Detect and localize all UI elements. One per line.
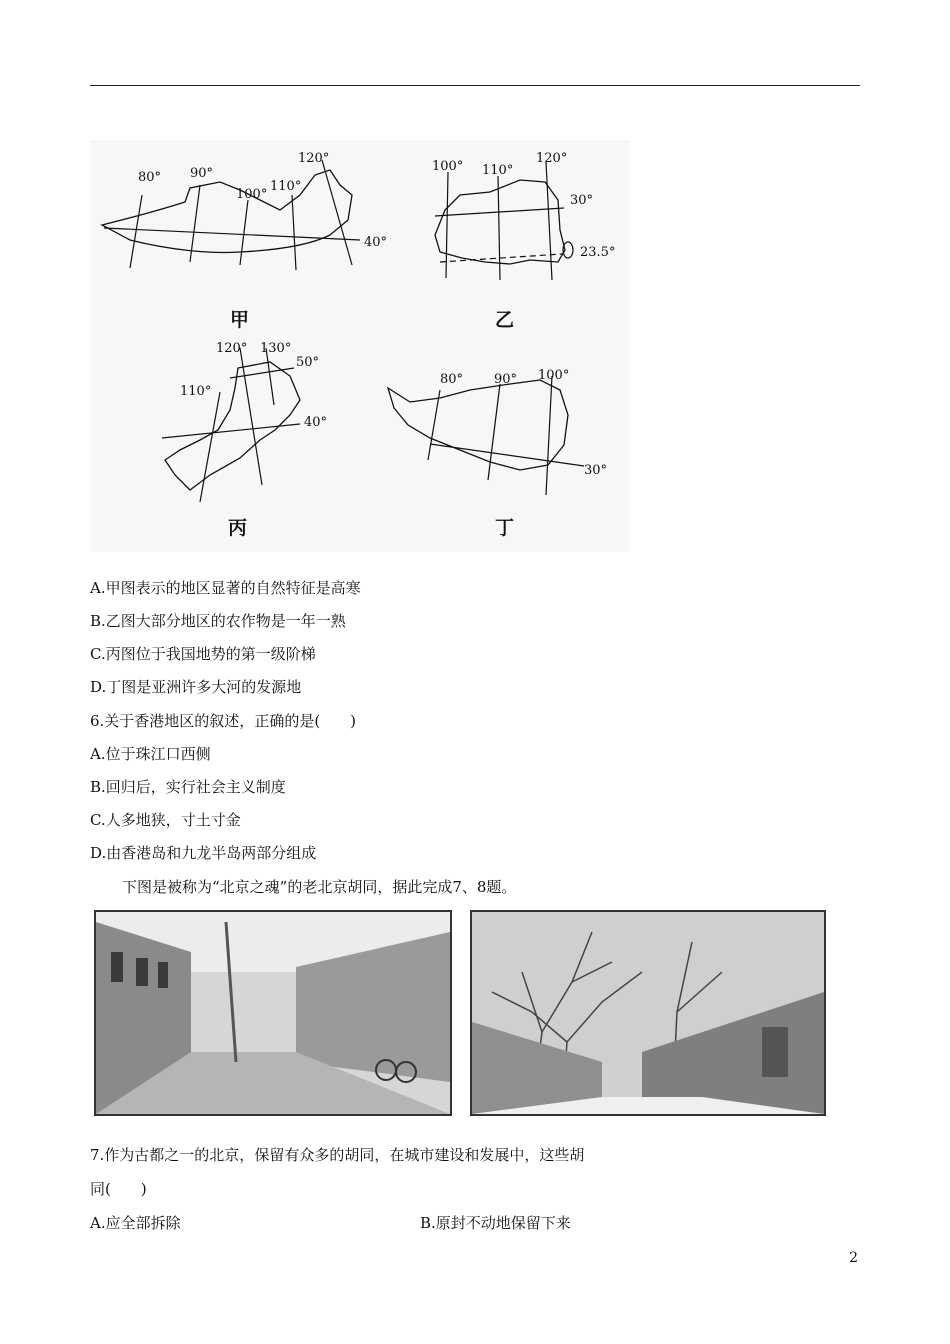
yi-lon-120: 120° — [536, 151, 568, 166]
yi-lon-110: 110° — [482, 163, 514, 178]
jia-lon-100: 100° — [236, 187, 268, 202]
q6-option-b: B.回归后，实行社会主义制度 — [90, 778, 286, 796]
q5-option-b: B.乙图大部分地区的农作物是一年一熟 — [90, 612, 346, 630]
hutong-photo-left — [94, 910, 452, 1116]
map-yi — [432, 151, 615, 331]
q7-options-row — [90, 1213, 690, 1233]
q6-option-d: D.由香港岛和九龙半岛两部分组成 — [90, 844, 317, 862]
bing-label: 丙 — [228, 517, 248, 539]
intro-text: 下图是被称为“北京之魂”的老北京胡同，据此完成7、8题。 — [122, 878, 517, 896]
q7-stem-line2: 同( ) — [90, 1180, 147, 1198]
hutong-photo-right — [470, 910, 826, 1116]
page-number: 2 — [849, 1250, 858, 1266]
q7-option-a: A.应全部拆除 — [90, 1214, 181, 1232]
bing-lat-50: 50° — [296, 355, 320, 370]
map-ding — [388, 368, 607, 539]
header-rule — [90, 85, 860, 86]
jia-lon-80: 80° — [138, 170, 162, 185]
hutong-photos — [92, 910, 832, 1118]
bing-lon-130: 130° — [260, 341, 292, 356]
jia-lon-90: 90° — [190, 166, 214, 181]
q7-stem-line1: 7.作为古都之一的北京，保留有众多的胡同，在城市建设和发展中，这些胡 — [90, 1146, 585, 1164]
map-bing — [162, 341, 327, 539]
jia-label: 甲 — [230, 309, 250, 331]
ding-lat-30: 30° — [584, 463, 608, 478]
q5-option-a: A.甲图表示的地区显著的自然特征是高寒 — [90, 579, 361, 597]
yi-lat-23: 23.5° — [580, 245, 616, 260]
bing-lat-40: 40° — [304, 415, 328, 430]
yi-lat-30: 30° — [570, 193, 594, 208]
q7-option-b: B.原封不动地保留下来 — [420, 1214, 571, 1232]
jia-lat-40: 40° — [364, 235, 388, 250]
q6-stem: 6.关于香港地区的叙述，正确的是( ) — [90, 712, 357, 730]
ding-lon-90: 90° — [494, 372, 518, 387]
q6-option-c: C.人多地狭，寸土寸金 — [90, 811, 241, 829]
jia-lon-110: 110° — [270, 179, 302, 194]
yi-lon-100: 100° — [432, 159, 464, 174]
ding-lon-80: 80° — [440, 372, 464, 387]
q5-option-d: D.丁图是亚洲许多大河的发源地 — [90, 678, 302, 696]
ding-label: 丁 — [495, 517, 515, 539]
bing-lon-120: 120° — [216, 341, 248, 356]
ding-lon-100: 100° — [538, 368, 570, 383]
yi-label: 乙 — [495, 309, 515, 331]
map-figure — [90, 140, 630, 552]
map-jia — [102, 151, 387, 331]
jia-lon-120: 120° — [298, 151, 330, 166]
bing-lon-110: 110° — [180, 384, 212, 399]
q5-option-c: C.丙图位于我国地势的第一级阶梯 — [90, 645, 316, 663]
q6-option-a: A.位于珠江口西侧 — [90, 745, 211, 763]
